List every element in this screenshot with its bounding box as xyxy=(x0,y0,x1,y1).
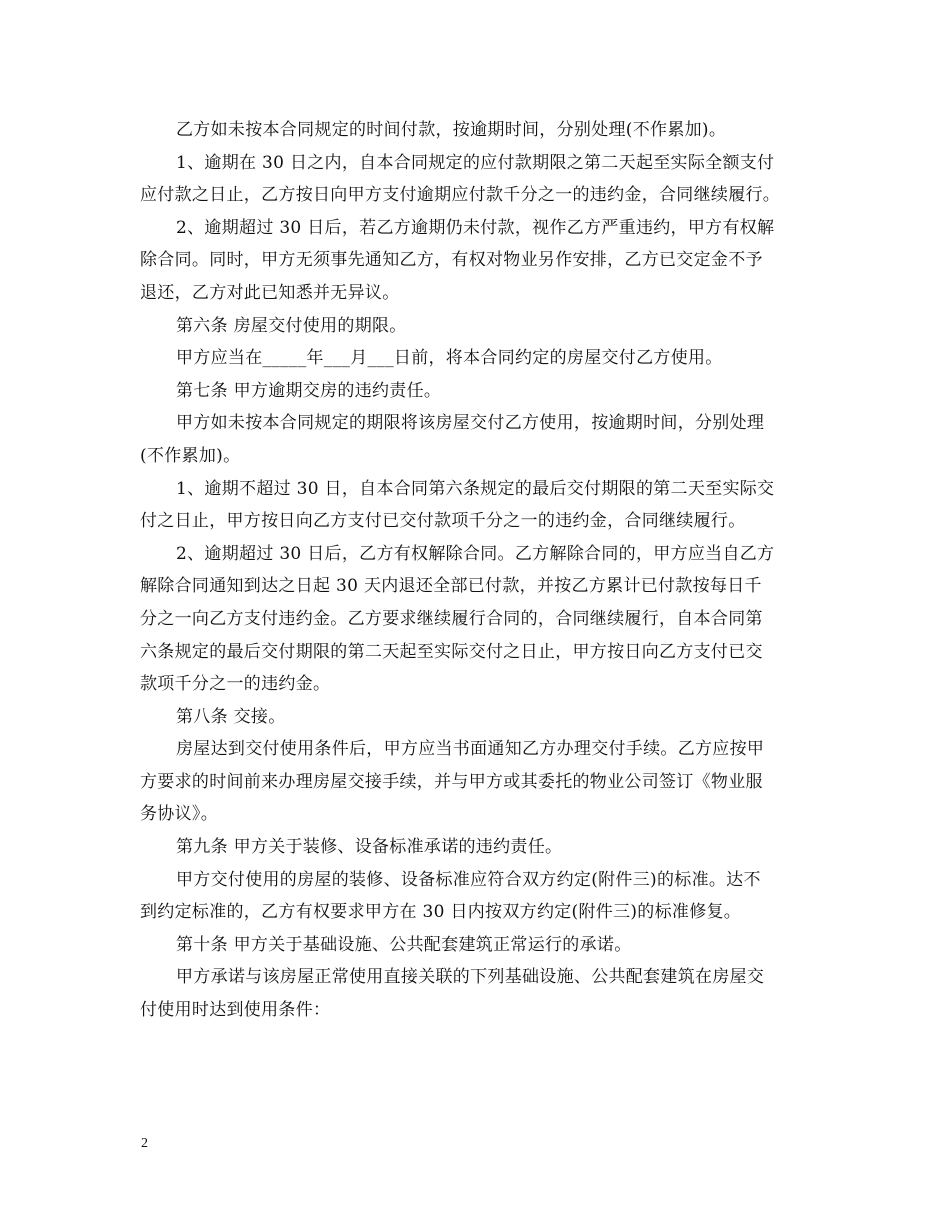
section-heading-line: 第六条 房屋交付使用的期限。 xyxy=(176,315,407,336)
paragraph-line: 到约定标准的，乙方有权要求甲方在 30 日内按双方约定(附件三)的标准修复。 xyxy=(140,902,742,923)
paragraph-line: 退还，乙方对此已知悉并无异议。 xyxy=(140,282,400,303)
paragraph-line: 甲方交付使用的房屋的装修、设备标准应符合双方约定(附件三)的标准。达不 xyxy=(176,869,761,890)
paragraph-line: 1、逾期在 30 日之内，自本合同规定的应付款期限之第二天起至实际全额支付 xyxy=(176,152,775,173)
page-number: 2 xyxy=(141,1136,148,1151)
section-heading-line: 第七条 甲方逾期交房的违约责任。 xyxy=(176,380,442,401)
paragraph-line: 1、逾期不超过 30 日，自本合同第六条规定的最后交付期限的第二天至实际交 xyxy=(176,478,775,499)
section-heading-line: 第八条 交接。 xyxy=(176,706,286,727)
paragraph-line: 款项千分之一的违约金。 xyxy=(140,674,331,695)
paragraph-line: 2、逾期超过 30 日后，若乙方逾期仍未付款，视作乙方严重违约，甲方有权解 xyxy=(176,217,775,238)
paragraph-line: 应付款之日止，乙方按日向甲方支付逾期应付款千分之一的违约金，合同继续履行。 xyxy=(140,185,781,206)
paragraph-line: 甲方如未按本合同规定的期限将该房屋交付乙方使用，按逾期时间，分别处理 xyxy=(176,413,765,434)
section-heading-line: 第十条 甲方关于基础设施、公共配套建筑正常运行的承诺。 xyxy=(176,934,632,955)
paragraph-line: (不作累加)。 xyxy=(140,445,241,466)
paragraph-line: 解除合同通知到达之日起 30 天内退还全部已付款，并按乙方累计已付款按每日千 xyxy=(140,576,762,597)
document-body xyxy=(140,114,830,1027)
paragraph-line: 方要求的时间前来办理房屋交接手续，并与甲方或其委托的物业公司签订《物业服 xyxy=(140,771,763,792)
paragraph-line: 乙方如未按本合同规定的时间付款，按逾期时间，分别处理(不作累加)。 xyxy=(176,120,727,140)
paragraph-line: 六条规定的最后交付期限的第二天起至实际交付之日止，甲方按日向乙方支付已交 xyxy=(140,641,763,662)
section-heading-line: 第九条 甲方关于装修、设备标准承诺的违约责任。 xyxy=(176,837,563,858)
paragraph-line: 除合同。同时，甲方无须事先通知乙方，有权对物业另作安排，乙方已交定金不予 xyxy=(140,250,763,271)
paragraph-line: 分之一向乙方支付违约金。乙方要求继续履行合同的，合同继续履行，自本合同第 xyxy=(140,608,763,629)
paragraph-line: 务协议》。 xyxy=(140,804,218,825)
paragraph-line: 房屋达到交付使用条件后，甲方应当书面通知乙方办理交付手续。乙方应按甲 xyxy=(176,739,765,760)
paragraph-line: 甲方承诺与该房屋正常使用直接关联的下列基础设施、公共配套建筑在房屋交 xyxy=(176,967,765,988)
paragraph-line: 付使用时达到使用条件： xyxy=(140,1000,331,1021)
paragraph-line: 付之日止，甲方按日向乙方支付已交付款项千分之一的违约金，合同继续履行。 xyxy=(140,511,746,532)
paragraph-line: 甲方应当在_____年___月___日前，将本合同约定的房屋交付乙方使用。 xyxy=(176,348,723,369)
paragraph-line: 2、逾期超过 30 日后，乙方有权解除合同。乙方解除合同的，甲方应当自乙方 xyxy=(176,543,775,564)
